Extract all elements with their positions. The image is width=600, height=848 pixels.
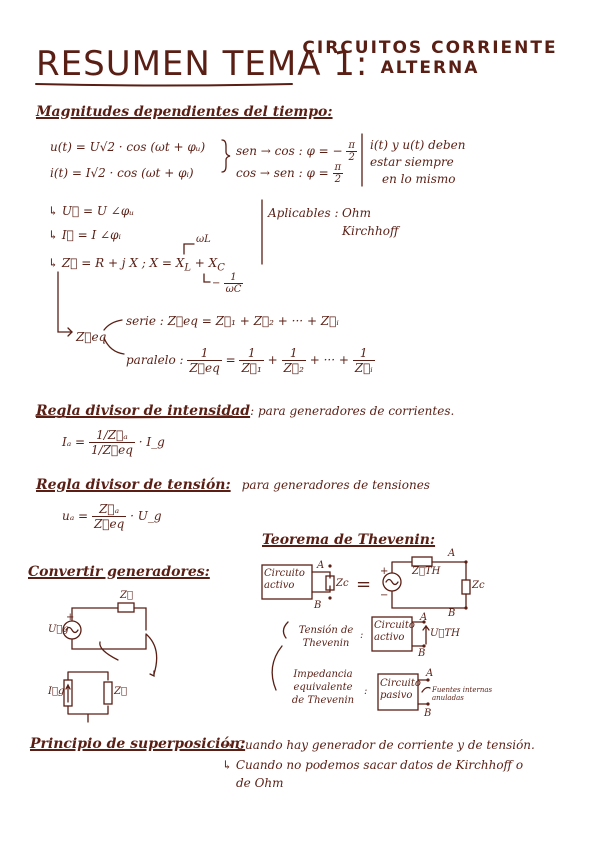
page-subtitle-line1: CIRCUITOS CORRIENTE — [302, 38, 558, 58]
node-b-left — [328, 596, 331, 599]
thevenin-zc-right — [462, 580, 470, 594]
divisor-tension-heading: Regla divisor de tensión: — [36, 477, 231, 493]
node-b-right — [464, 606, 467, 609]
aplicables-kirchhoff: Kirchhoff — [342, 224, 399, 238]
phasor-u: ↳ U⃗ = U ∠φᵤ — [48, 204, 135, 218]
divisor-tension-note: para generadores de tensiones — [241, 478, 430, 492]
equals-sign: = — [225, 353, 236, 367]
serie-branch — [104, 320, 122, 330]
ua-rhs: · U_g — [130, 509, 162, 523]
conv-arrow-right-head — [150, 671, 154, 676]
thevenin-wires-left — [312, 572, 330, 592]
node-a-right — [464, 560, 467, 563]
impedancia-thevenin-label: Impedancia equivalente de Thevenin — [291, 669, 355, 706]
paralelo-branch — [104, 338, 124, 354]
plus-dots: + ··· + — [309, 353, 349, 367]
conv-parallel-wires — [68, 672, 108, 722]
one-over-z1-num: 1 — [239, 346, 263, 361]
page-title: RESUMEN TEMA 1: — [36, 44, 369, 84]
paralelo-label: paralelo : — [126, 353, 184, 367]
tension-label-b: B — [418, 648, 426, 659]
thevenin-zc-label-right: Zc — [472, 580, 485, 591]
one-num: 1 — [224, 272, 244, 284]
conv-series-bottom — [72, 635, 146, 649]
conv-parallel-z — [104, 682, 112, 704]
one-over-zeq-den: Z⃗eq — [189, 361, 220, 375]
note-line-3: en lo mismo — [382, 172, 456, 186]
aplicables-label: Aplicables : — [268, 206, 339, 220]
divisor-intensidad-note: : para generadores de corrientes. — [250, 404, 455, 418]
equation-u-t: u(t) = U√2 · cos (ωt + φᵤ) — [50, 140, 206, 154]
superposicion-heading: Principio de superposición: — [30, 736, 246, 752]
conv-z-label-top: Z⃗ — [120, 590, 133, 601]
thevenin-label-b-left: B — [314, 600, 322, 611]
plus-xc: + X — [190, 256, 218, 270]
title-underline — [36, 84, 292, 86]
impedancia-label-a: A — [426, 668, 434, 679]
tension-label-a: A — [420, 612, 428, 623]
thevenin-minus-sign: − — [380, 590, 389, 601]
equation-brace — [222, 140, 230, 172]
tension-colon: : — [360, 630, 364, 641]
one-over-z2-den: Z⃗₂ — [283, 361, 304, 375]
phasor-z-text: ↳ Z⃗ = R + j X ; X = X — [48, 256, 185, 270]
omega-l: ωL — [196, 234, 211, 245]
fuentes-arrow — [422, 688, 430, 693]
thevenin-equals: = — [356, 574, 372, 595]
thevenin-heading: Teorema de Thevenin: — [262, 532, 436, 548]
conv-arrow-left — [100, 642, 118, 660]
ia-den: 1/Z⃗eq — [90, 443, 133, 457]
one-over-z1-den: Z⃗₁ — [241, 361, 262, 375]
phasor-i: ↳ I⃗ = I ∠φᵢ — [48, 228, 121, 242]
conv-arrow-right — [146, 634, 157, 674]
superposicion-item-2b: de Ohm — [236, 776, 284, 790]
zeq-branch — [58, 272, 72, 332]
ia-rhs: · I_g — [138, 435, 165, 449]
impedancia-arrow — [272, 646, 282, 690]
page-subtitle-line2: ALTERNA — [380, 58, 480, 78]
ia-num: 1/Z⃗ₐ — [89, 428, 135, 443]
ua-den: Z⃗eq — [93, 517, 125, 531]
tension-thevenin-label: Tensión de Thevenin — [298, 625, 354, 649]
thevenin-label-b-right: B — [448, 608, 456, 619]
magnitudes-heading: Magnitudes dependientes del tiempo: — [36, 104, 333, 120]
uth-label: U⃗TH — [430, 628, 460, 639]
superposicion-item-2: ↳ Cuando no podemos sacar datos de Kirchhoff o — [222, 758, 524, 772]
fuentes-anuladas-label: Fuentes internas anuladas — [432, 686, 493, 702]
tension-box-label: Circuito activo — [374, 620, 415, 643]
ua-lhs: uₐ = — [62, 509, 89, 523]
conv-ig-label: I⃗g — [48, 686, 65, 697]
conv-current-arrow — [66, 685, 70, 702]
node-b-impedancia — [426, 702, 429, 705]
pi-num-2: π — [334, 162, 342, 173]
plus-sign: + — [267, 353, 278, 367]
ua-num: Z⃗ₐ — [92, 502, 126, 517]
sub-l: L — [184, 262, 191, 274]
divisor-intensidad-underline — [36, 416, 232, 418]
ia-lhs: Iₐ = — [62, 435, 86, 449]
impedancia-box-label: Circuito pasivo — [380, 678, 421, 701]
thevenin-active-label: Circuito activo — [264, 568, 305, 591]
one-over-z2-num: 1 — [282, 346, 306, 361]
divisor-intensidad-heading: Regla divisor de intensidad — [36, 403, 251, 419]
tension-arrow — [283, 622, 288, 638]
conv-ug-label: U⃗g — [48, 624, 69, 635]
two-den: 2 — [348, 152, 355, 163]
one-over-zi-den: Z⃗ᵢ — [354, 361, 373, 375]
conv-z-label-bottom: Z⃗ — [114, 686, 127, 697]
one-over-zeq-num: 1 — [187, 346, 221, 361]
thevenin-zth-resistor — [412, 557, 432, 566]
cos-sen-text: cos → sen : φ = — [236, 166, 329, 180]
superposicion-item-1: → Cuando hay generador de corriente y de tensión. — [222, 738, 535, 752]
node-a-left — [328, 564, 331, 567]
pi-num: π — [348, 140, 355, 151]
minus-sign: − — [212, 278, 221, 289]
note-line-2: estar siempre — [370, 155, 454, 169]
thevenin-plus-sign: + — [380, 566, 389, 577]
xc-arrow — [204, 274, 210, 282]
thevenin-zth-label: Z⃗TH — [412, 566, 441, 577]
serie-formula: serie : Z⃗eq = Z⃗₁ + Z⃗₂ + ··· + Z⃗ᵢ — [126, 314, 339, 328]
note-line-1: i(t) y u(t) deben — [370, 138, 466, 152]
equation-i-t: i(t) = I√2 · cos (ωt + φᵢ) — [50, 166, 194, 180]
two-den-2: 2 — [334, 174, 342, 185]
sen-cos-text: sen → cos : φ = − — [236, 144, 343, 158]
conv-plus-sign: + — [66, 612, 75, 623]
conv-series-wires — [72, 608, 146, 630]
aplicables-ohm: Ohm — [342, 206, 371, 220]
thevenin-zc-label-left: Zc — [336, 578, 349, 589]
wc-den: ωC — [225, 284, 242, 295]
thevenin-label-a-left: A — [317, 560, 325, 571]
sub-c: C — [217, 262, 225, 274]
zeq-label: Z⃗eq — [76, 330, 107, 344]
thevenin-label-a-right: A — [448, 548, 456, 559]
xl-arrow — [184, 244, 194, 254]
conv-series-z — [118, 603, 134, 612]
impedancia-label-b: B — [424, 708, 432, 719]
one-over-zi-num: 1 — [353, 346, 375, 361]
convertir-heading: Convertir generadores: — [28, 564, 210, 580]
impedancia-colon: : — [364, 686, 368, 697]
